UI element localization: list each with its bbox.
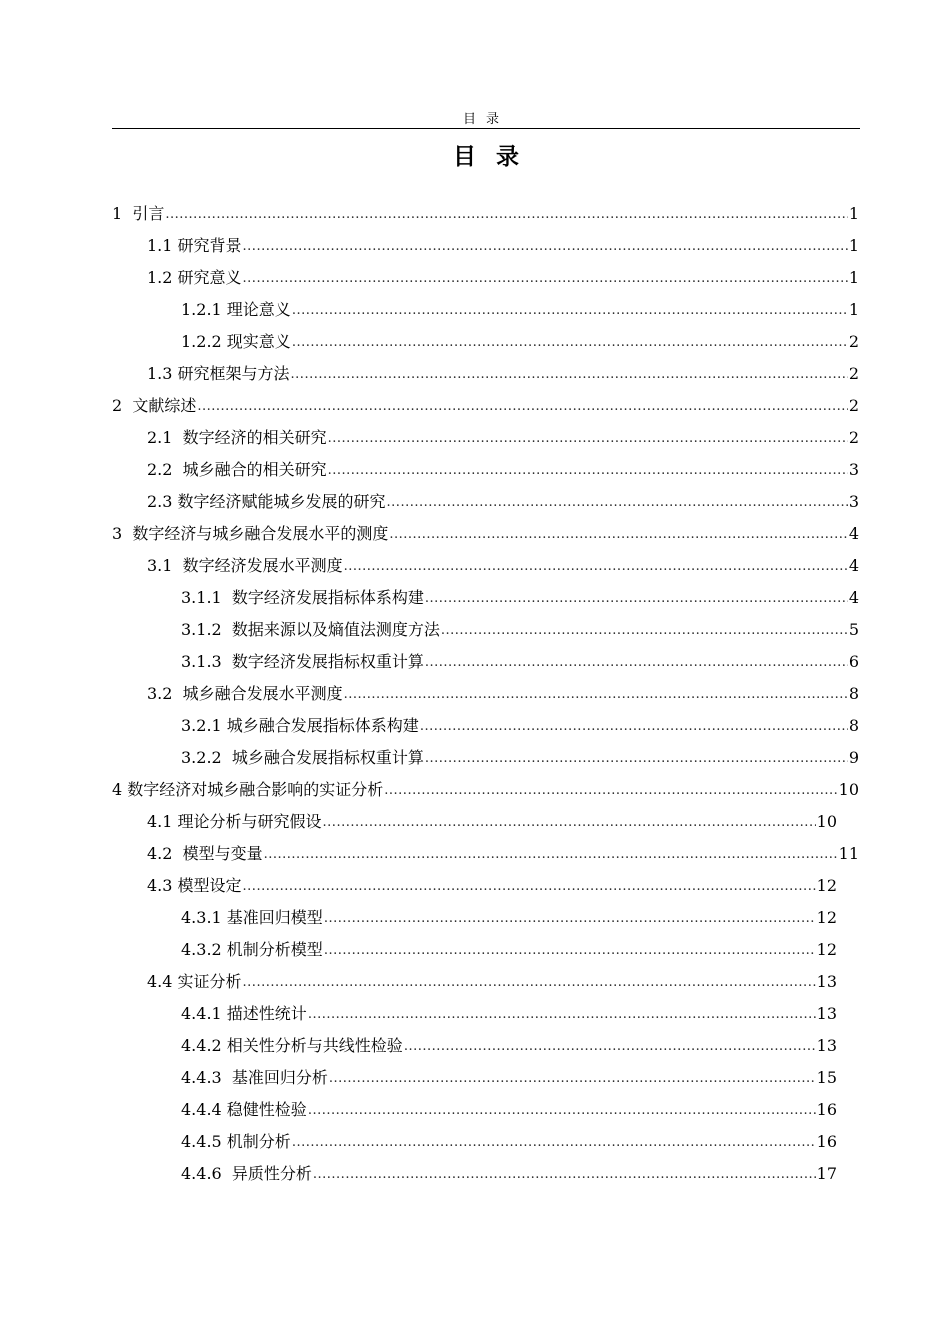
toc-dot-leader bbox=[264, 848, 838, 861]
toc-entry-page-number: 12 bbox=[816, 876, 837, 895]
toc-dot-leader bbox=[197, 400, 847, 413]
toc-dot-leader bbox=[404, 1040, 816, 1053]
toc-entry-page-number: 1 bbox=[848, 300, 859, 319]
toc-entry-page-number: 10 bbox=[838, 780, 859, 799]
toc-entry[interactable] bbox=[112, 358, 859, 390]
toc-entry-page-number: 3 bbox=[848, 492, 859, 511]
toc-entry-page-number: 2 bbox=[848, 396, 859, 415]
toc-entry-page-number: 1 bbox=[848, 204, 859, 223]
toc-entry[interactable] bbox=[112, 806, 859, 838]
toc-dot-leader bbox=[243, 880, 816, 893]
toc-entry-page-number: 12 bbox=[816, 908, 837, 927]
toc-entry[interactable] bbox=[112, 902, 859, 934]
toc-entry-label: 4.4.6 异质性分析 bbox=[181, 1164, 312, 1183]
toc-entry[interactable] bbox=[112, 870, 859, 902]
toc-entry-label: 3.2.1 城乡融合发展指标体系构建 bbox=[181, 716, 419, 735]
toc-entry-label: 3.1.3 数字经济发展指标权重计算 bbox=[181, 652, 424, 671]
toc-entry-page-number: 1 bbox=[848, 236, 859, 255]
toc-entry[interactable] bbox=[112, 550, 859, 582]
toc-entry-page-number: 16 bbox=[816, 1132, 837, 1151]
toc-entry[interactable] bbox=[112, 422, 859, 454]
toc-dot-leader bbox=[328, 464, 848, 477]
toc-entry[interactable] bbox=[112, 326, 859, 358]
toc-entry[interactable] bbox=[112, 454, 859, 486]
toc-entry-label: 4 数字经济对城乡融合影响的实证分析 bbox=[112, 780, 384, 799]
toc-entry[interactable] bbox=[112, 742, 859, 774]
toc-entry[interactable] bbox=[112, 198, 859, 230]
toc-entry-page-number: 11 bbox=[838, 844, 859, 863]
toc-entry-label: 3.1.2 数据来源以及熵值法测度方法 bbox=[181, 620, 440, 639]
toc-entry-page-number: 2 bbox=[848, 364, 859, 383]
toc-dot-leader bbox=[308, 1104, 816, 1117]
toc-dot-leader bbox=[425, 656, 848, 669]
toc-entry-label: 4.3 模型设定 bbox=[147, 876, 242, 895]
toc-entry-label: 2.3 数字经济赋能城乡发展的研究 bbox=[147, 492, 386, 511]
table-of-contents bbox=[112, 198, 859, 1190]
toc-entry[interactable] bbox=[112, 582, 859, 614]
toc-dot-leader bbox=[420, 720, 848, 733]
toc-entry-page-number: 15 bbox=[816, 1068, 837, 1087]
toc-entry-page-number: 4 bbox=[848, 524, 859, 543]
toc-dot-leader bbox=[243, 272, 848, 285]
toc-entry[interactable] bbox=[112, 966, 859, 998]
toc-entry-page-number: 12 bbox=[816, 940, 837, 959]
toc-entry-page-number: 9 bbox=[848, 748, 859, 767]
toc-entry[interactable] bbox=[112, 262, 859, 294]
toc-entry-page-number: 16 bbox=[816, 1100, 837, 1119]
toc-dot-leader bbox=[328, 432, 848, 445]
toc-entry[interactable] bbox=[112, 774, 859, 806]
toc-entry-label: 4.2 模型与变量 bbox=[147, 844, 263, 863]
toc-dot-leader bbox=[389, 528, 847, 541]
toc-entry-label: 1.2.1 理论意义 bbox=[181, 300, 291, 319]
running-header: 目录 bbox=[462, 112, 509, 127]
toc-entry-label: 1.2 研究意义 bbox=[147, 268, 242, 287]
toc-entry-label: 4.4.3 基准回归分析 bbox=[181, 1068, 328, 1087]
toc-entry-label: 3.2 城乡融合发展水平测度 bbox=[147, 684, 343, 703]
toc-entry-label: 2 文献综述 bbox=[112, 396, 197, 415]
toc-entry-label: 1.3 研究框架与方法 bbox=[147, 364, 290, 383]
toc-dot-leader bbox=[308, 1008, 816, 1021]
toc-dot-leader bbox=[425, 752, 848, 765]
toc-entry-page-number: 4 bbox=[848, 556, 859, 575]
toc-dot-leader bbox=[243, 976, 816, 989]
toc-entry-label: 4.4.5 机制分析 bbox=[181, 1132, 291, 1151]
toc-entry[interactable] bbox=[112, 518, 859, 550]
toc-entry-label: 3.1 数字经济发展水平测度 bbox=[147, 556, 343, 575]
header-rule bbox=[112, 128, 860, 129]
toc-entry-page-number: 5 bbox=[848, 620, 859, 639]
toc-entry[interactable] bbox=[112, 486, 859, 518]
toc-dot-leader bbox=[313, 1168, 816, 1181]
toc-entry-page-number: 2 bbox=[848, 332, 859, 351]
toc-entry-page-number: 4 bbox=[848, 588, 859, 607]
toc-entry-label: 4.4.4 稳健性检验 bbox=[181, 1100, 307, 1119]
toc-dot-leader bbox=[384, 784, 837, 797]
toc-entry-label: 4.3.1 基准回归模型 bbox=[181, 908, 323, 927]
toc-entry[interactable] bbox=[112, 390, 859, 422]
toc-entry[interactable] bbox=[112, 934, 859, 966]
toc-entry-page-number: 13 bbox=[816, 972, 837, 991]
toc-entry-page-number: 6 bbox=[848, 652, 859, 671]
toc-entry[interactable] bbox=[112, 1062, 859, 1094]
toc-entry-page-number: 3 bbox=[848, 460, 859, 479]
toc-dot-leader bbox=[292, 1136, 816, 1149]
toc-entry-page-number: 17 bbox=[816, 1164, 837, 1183]
toc-dot-leader bbox=[323, 816, 816, 829]
toc-entry-page-number: 13 bbox=[816, 1004, 837, 1023]
toc-entry-page-number: 8 bbox=[848, 684, 859, 703]
toc-entry-label: 3.1.1 数字经济发展指标体系构建 bbox=[181, 588, 424, 607]
toc-entry-page-number: 1 bbox=[848, 268, 859, 287]
toc-entry[interactable] bbox=[112, 294, 859, 326]
toc-entry[interactable] bbox=[112, 614, 859, 646]
toc-entry-label: 1 引言 bbox=[112, 204, 165, 223]
toc-entry[interactable] bbox=[112, 1030, 859, 1062]
toc-entry-label: 1.1 研究背景 bbox=[147, 236, 242, 255]
toc-entry-label: 2.2 城乡融合的相关研究 bbox=[147, 460, 327, 479]
toc-dot-leader bbox=[324, 944, 816, 957]
toc-entry[interactable] bbox=[112, 710, 859, 742]
toc-entry-page-number: 8 bbox=[848, 716, 859, 735]
toc-dot-leader bbox=[344, 688, 848, 701]
toc-dot-leader bbox=[292, 304, 848, 317]
toc-entry-label: 3 数字经济与城乡融合发展水平的测度 bbox=[112, 524, 389, 543]
toc-dot-leader bbox=[425, 592, 848, 605]
toc-entry[interactable] bbox=[112, 1126, 859, 1158]
toc-dot-leader bbox=[292, 336, 848, 349]
toc-dot-leader bbox=[441, 624, 848, 637]
toc-entry-page-number: 2 bbox=[848, 428, 859, 447]
toc-entry[interactable] bbox=[112, 1094, 859, 1126]
toc-entry[interactable] bbox=[112, 230, 859, 262]
toc-entry-label: 4.4 实证分析 bbox=[147, 972, 242, 991]
toc-dot-leader bbox=[324, 912, 816, 925]
toc-dot-leader bbox=[165, 208, 847, 221]
toc-dot-leader bbox=[291, 368, 848, 381]
toc-dot-leader bbox=[243, 240, 848, 253]
toc-entry-page-number: 10 bbox=[816, 812, 837, 831]
toc-entry-label: 2.1 数字经济的相关研究 bbox=[147, 428, 327, 447]
toc-entry[interactable] bbox=[112, 838, 859, 870]
toc-dot-leader bbox=[329, 1072, 816, 1085]
toc-dot-leader bbox=[387, 496, 848, 509]
toc-entry[interactable] bbox=[112, 998, 859, 1030]
toc-entry-label: 4.4.1 描述性统计 bbox=[181, 1004, 307, 1023]
toc-dot-leader bbox=[344, 560, 848, 573]
toc-entry-page-number: 13 bbox=[816, 1036, 837, 1055]
toc-entry-label: 3.2.2 城乡融合发展指标权重计算 bbox=[181, 748, 424, 767]
toc-entry[interactable] bbox=[112, 678, 859, 710]
toc-entry-label: 4.1 理论分析与研究假设 bbox=[147, 812, 322, 831]
toc-entry-label: 4.4.2 相关性分析与共线性检验 bbox=[181, 1036, 403, 1055]
toc-entry-label: 4.3.2 机制分析模型 bbox=[181, 940, 323, 959]
toc-entry-label: 1.2.2 现实意义 bbox=[181, 332, 291, 351]
toc-entry[interactable] bbox=[112, 646, 859, 678]
toc-entry[interactable] bbox=[112, 1158, 859, 1190]
page-title: 目录 bbox=[453, 144, 539, 170]
